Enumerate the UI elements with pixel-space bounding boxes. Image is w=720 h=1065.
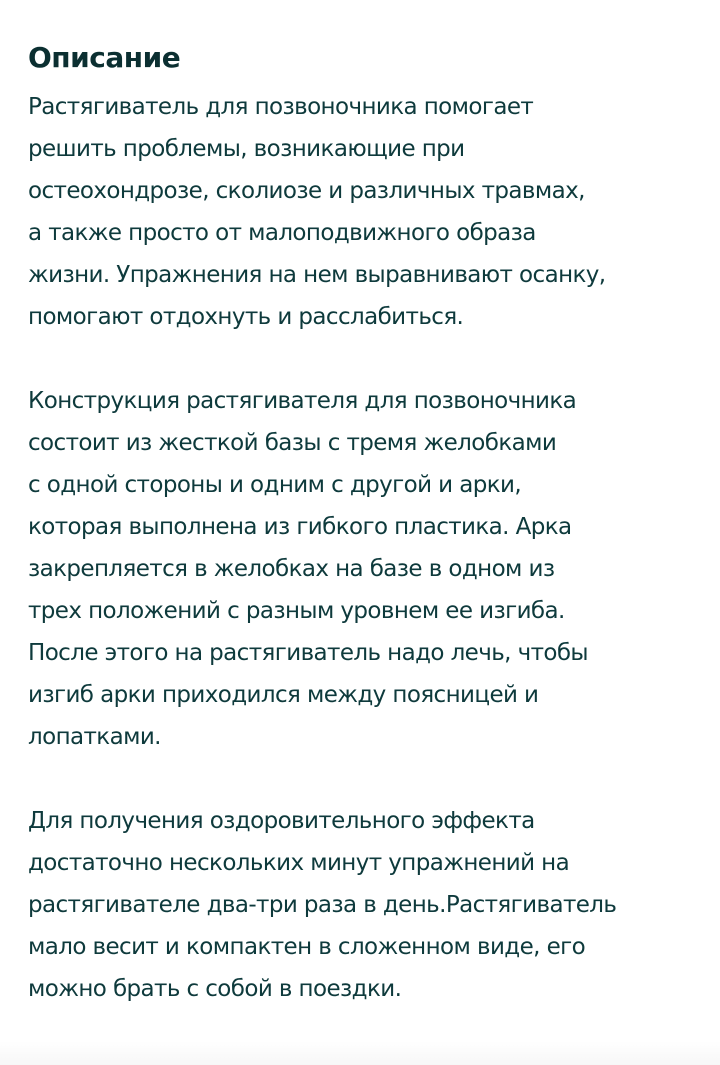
text-line: изгиб арки приходился между поясницей и [28,682,539,708]
text-line: достаточно нескольких минут упражнений на [28,850,570,876]
text-line: Растягиватель для позвоночника помогает [28,94,534,120]
text-line: остеохондрозе, сколиозе и различных травмах, [28,178,585,204]
text-line: которая выполнена из гибкого пластика. Арка [28,514,572,540]
description-paragraph-1 [28,86,698,338]
text-line: растягивателе два-три раза в день.Растягиватель [28,892,617,918]
text-line: помогают отдохнуть и расслабиться. [28,304,464,330]
description-section [28,40,698,1010]
text-line: жизни. Упражнения на нем выравнивают осанку, [28,262,606,288]
bottom-fade [0,1041,720,1065]
text-line: мало весит и компактен в сложенном виде, его [28,934,586,960]
description-paragraph-3 [28,800,698,1010]
text-line: После этого на растягиватель надо лечь, чтобы [28,640,588,666]
text-line: состоит из жесткой базы с тремя желобками [28,430,557,456]
text-line: с одной стороны и одним с другой и арки, [28,472,522,498]
text-line: Для получения оздоровительного эффекта [28,808,535,834]
text-line: лопатками. [28,724,161,750]
text-line: Конструкция растягивателя для позвоночника [28,388,577,414]
text-line: можно брать с собой в поездки. [28,976,402,1002]
text-line: закрепляется в желобках на базе в одном из [28,556,555,582]
text-line: а также просто от малоподвижного образа [28,220,536,246]
description-paragraph-2 [28,380,698,758]
section-title: Описание [28,41,181,74]
text-line: решить проблемы, возникающие при [28,136,465,162]
text-line: трех положений с разным уровнем ее изгиба. [28,598,565,624]
